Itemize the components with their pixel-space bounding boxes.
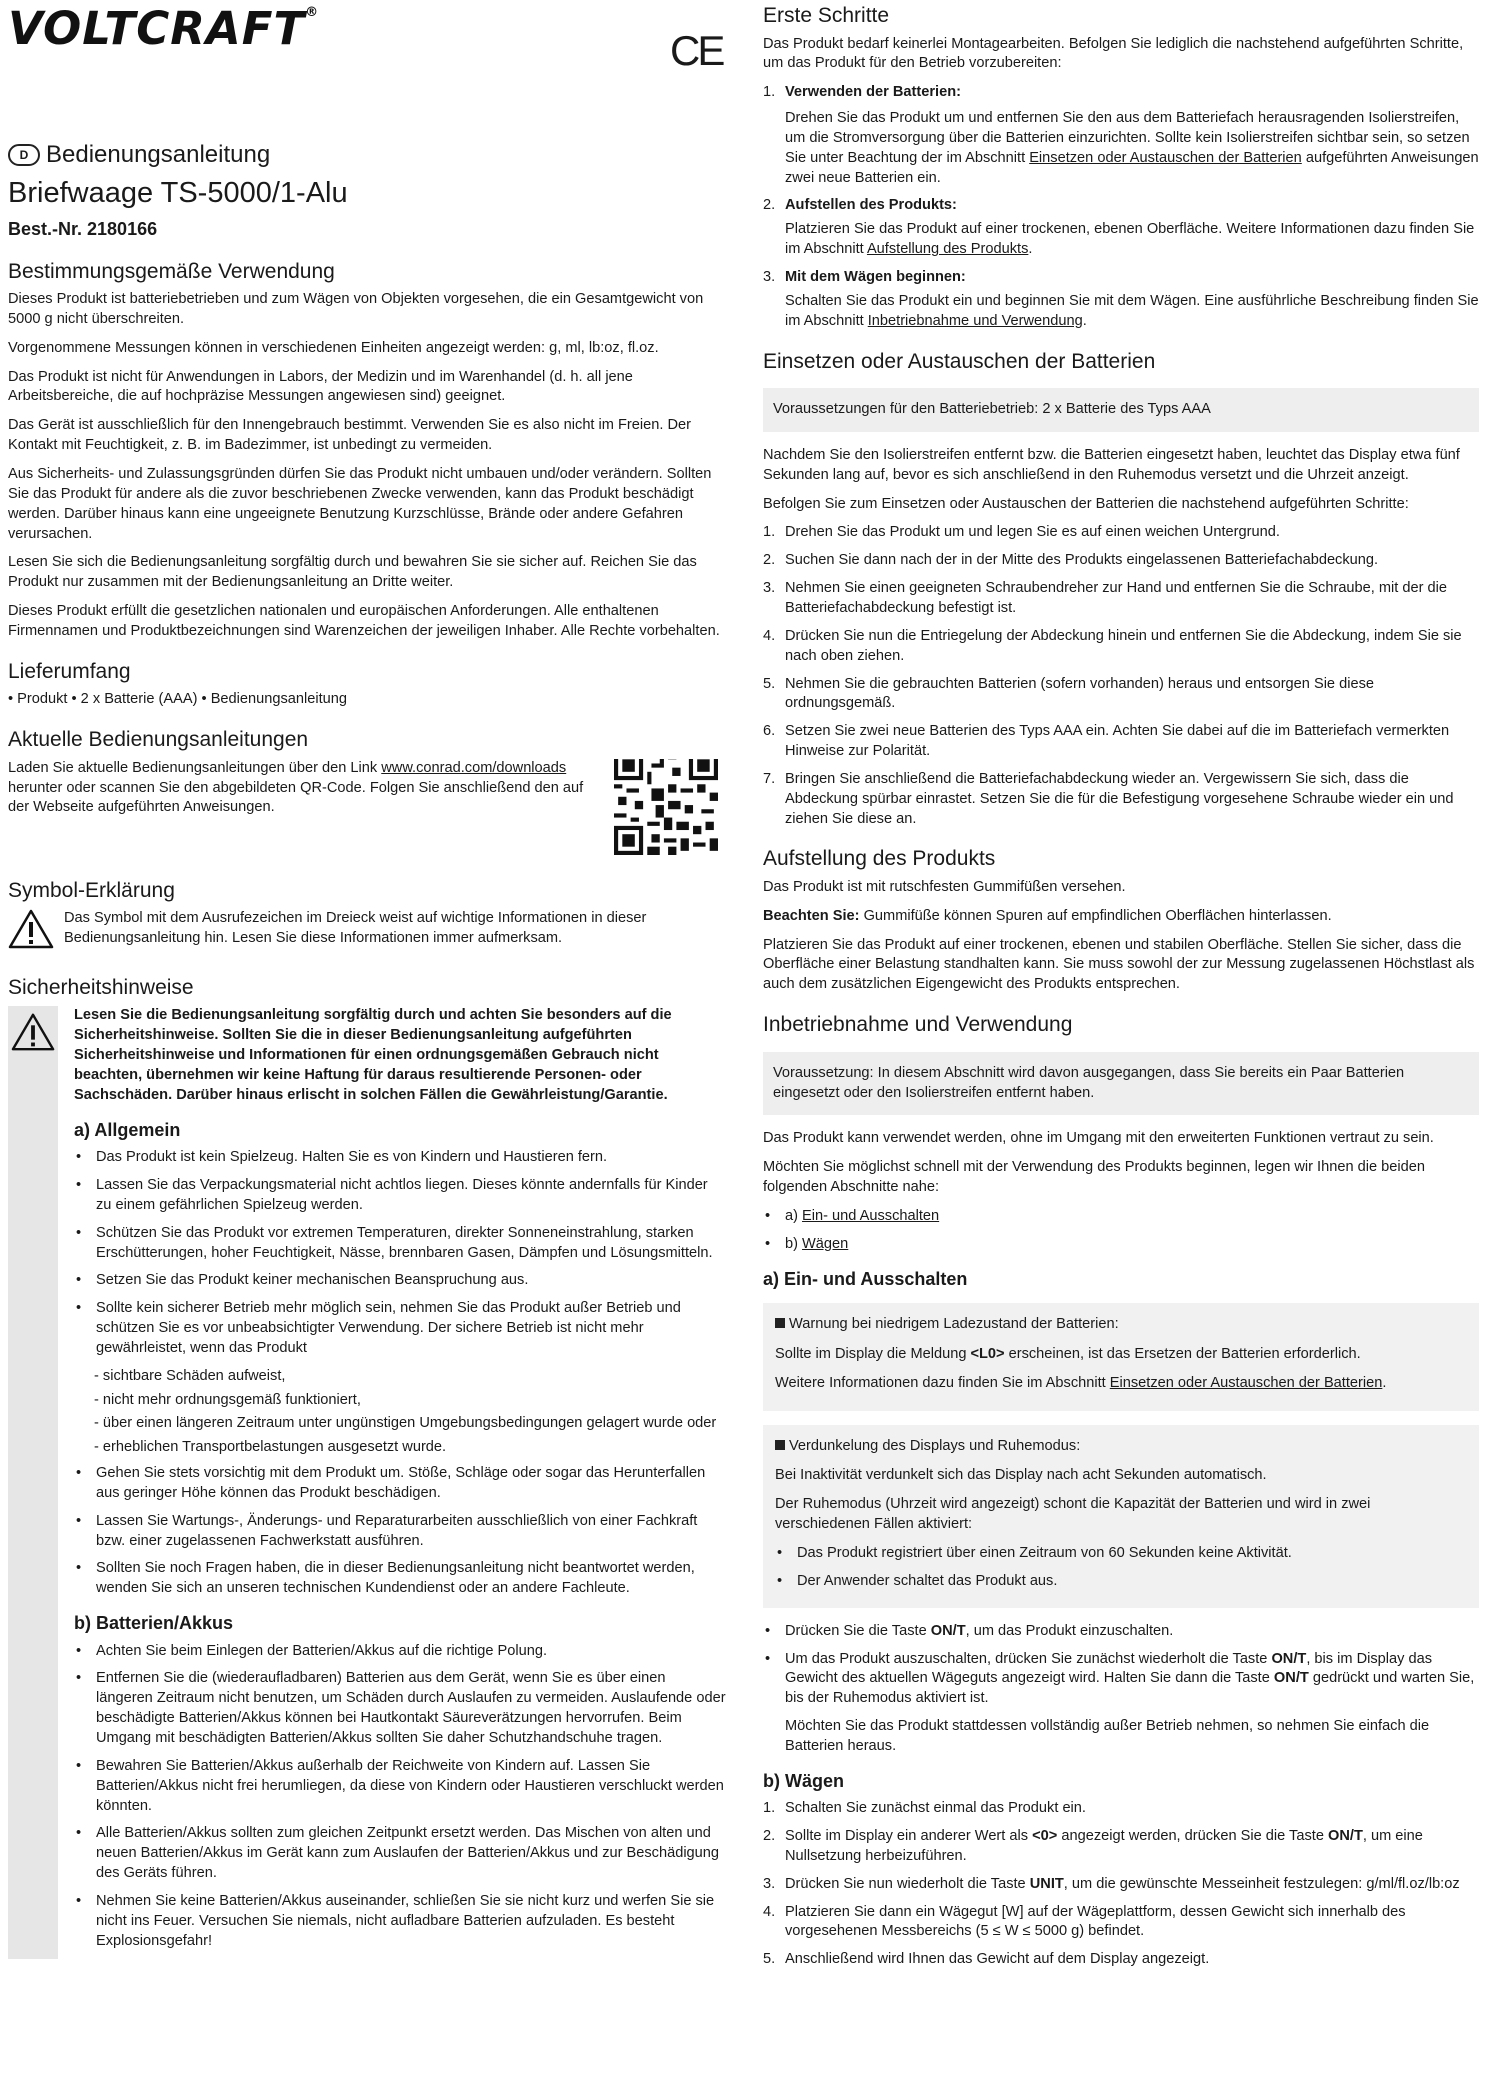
list-item: 7. Bringen Sie anschließend die Batteriefachabdeckung wieder an. Vergewissern Sie sich, dass die Abdeckung spürbar einrastet. Setzen Sie die für die Befestigung vorgesehene Schraube wieder ein und ziehen Sie diese an. — [763, 770, 1454, 827]
general-heading: a) Allgemein — [74, 1119, 181, 1140]
batteries-intro-2: Befolgen Sie zum Einsetzen oder Austauschen der Batterien die nachstehend aufgeführten Schritte: — [763, 495, 1409, 512]
batteries-heading: Einsetzen oder Austauschen der Batterien — [763, 349, 1156, 373]
list-item: • Gehen Sie stets vorsichtig mit dem Produkt um. Stöße, Schläge oder sogar das Herunterfallen aus geringer Höhe können das Produkt beschädigen. — [74, 1464, 726, 1504]
list-item: • Entfernen Sie die (wiederaufladbaren) Batterien aus dem Gerät, wenn Sie es über einen längeren Zeitraum nicht benutzen, um Schäden durch Auslaufen zu vermeiden. Auslaufende oder beschädigte Batterien/Akkus können bei Hautkontakt Säureverätzungen hervorrufen. Beim Umgang mit beschädigten Batterien/Akkus sollten Sie daher Schutzhandschuhe tragen. — [74, 1669, 726, 1748]
operation-heading: Inbetriebnahme und Verwendung — [763, 1013, 1073, 1037]
safety-section — [8, 1006, 726, 1959]
list-item: 1. Schalten Sie zunächst einmal das Produkt ein. — [763, 1800, 1086, 1817]
list-item: 2. Aufstellen des Produkts: Platzieren Sie das Produkt auf einer trockenen, ebenen Oberfläche. Weitere Informationen dazu finden Sie im Abschnitt Aufstellung des Produkts. — [763, 197, 1475, 258]
safety-lead: Lesen Sie die Bedienungsanleitung sorgfältig durch und achten Sie besonders auf die Sicherheitshinweise. Sollten Sie die in dieser Bedienungsanleitung aufgeführten Sicherheitshinweise und Informationen für einen ordnungsgemäßen Gebrauch nicht beachten, übernehmen wir keine Haftung für daraus resultierende Personen- oder Sachschäden. Darüber hinaus erlischt in solchen Fällen die Gewährleistung/Garantie. — [74, 1007, 672, 1103]
safety-gutter — [8, 1006, 58, 1959]
battery-heading: b) Batterien/Akkus — [74, 1613, 234, 1634]
left-column — [8, 0, 726, 1959]
safety-content — [58, 1006, 726, 1959]
list-item: • Nehmen Sie keine Batterien/Akkus auseinander, schließen Sie sie nicht kurz und werfen Sie sie nicht ins Feuer. Versuchen Sie niemals, nicht aufladbare Batterien aufzuladen. Es besteht Explosionsgefahr! — [74, 1892, 726, 1952]
list-item: • Lassen Sie das Verpackungsmaterial nicht achtlos liegen. Dieses könnte andernfalls für Kinder zu einem gefährlichen Spielzeug werden. — [74, 1176, 726, 1216]
sleep-mode-box: Verdunkelung des Displays und Ruhemodus: Bei Inaktivität verdunkelt sich das Display nach acht Sekunden automatisch. Der Ruhemodus (Uhrzeit wird angezeigt) schont die Kapazität der Batterien und wird in zwei verschiedenen Fällen aktiviert: • Das Produkt registriert über einen Zeitraum von 60 Sekunden keine Aktivität. • Der Anwender schaltet das Produkt aus. — [763, 1425, 1479, 1608]
current-manuals-heading: Aktuelle Bedienungsanleitungen — [8, 728, 309, 752]
first-steps-list — [763, 83, 1479, 331]
intended-use-heading: Bestimmungsgemäße Verwendung — [8, 259, 335, 283]
first-steps-intro: Das Produkt bedarf keinerlei Montagearbeiten. Befolgen Sie lediglich die nachstehend aufgeführten Schritte, um das Produkt für den Betrieb vorzubereiten: — [763, 35, 1464, 72]
paragraph: Dieses Produkt ist batteriebetrieben und zum Wägen von Objekten vorgesehen, die ein Gesamtgewicht von 5000 g nicht überschreiten. — [8, 291, 704, 327]
list-item: • Lassen Sie Wartungs-, Änderungs- und Reparaturarbeiten ausschließlich von einer Fachkraft bzw. einer zugelassenen Fachwerkstatt ausführen. — [74, 1512, 726, 1552]
square-bullet-icon — [775, 1440, 785, 1450]
symbol-heading: Symbol-Erklärung — [8, 878, 175, 902]
quick-links — [763, 1207, 1479, 1255]
safety-heading: Sicherheitshinweise — [8, 975, 194, 999]
list-item: • Drücken Sie die Taste ON/T, um das Produkt einzuschalten. — [763, 1622, 1479, 1642]
qr-code-icon[interactable] — [614, 759, 718, 855]
list-item: 5. Anschließend wird Ihnen das Gewicht auf dem Display angezeigt. — [763, 1951, 1210, 1968]
list-item: - sichtbare Schäden aufweist, — [94, 1367, 286, 1384]
general-list-2 — [74, 1464, 726, 1599]
symbol-text: Das Symbol mit dem Ausrufezeichen im Dreieck weist auf wichtige Informationen in dieser Bedienungsanleitung hin. Lesen Sie diese Informationen immer aufmerksam. — [64, 910, 647, 947]
delivery-items: • Produkt • 2 x Batterie (AAA) • Bedienungsanleitung — [8, 691, 348, 708]
onoff-link[interactable]: Ein- und Ausschalten — [802, 1207, 940, 1224]
paragraph: Vorgenommene Messungen können in verschiedenen Einheiten angezeigt werden: g, ml, lb:oz, fl.oz. — [8, 339, 659, 356]
list-item: • Sollten Sie noch Fragen haben, die in dieser Bedienungsanleitung nicht beantwortet werden, wenden Sie sich an unseren technischen Kundendienst oder an andere Fachleute. — [74, 1559, 726, 1599]
list-item: 3. Mit dem Wägen beginnen: Schalten Sie das Produkt ein und beginnen Sie mit dem Wägen. Eine ausführliche Beschreibung finden Sie im Abschnitt Inbetriebnahme und Verwendung. — [763, 268, 1479, 329]
list-item: 1. Drehen Sie das Produkt um und legen Sie es auf einen weichen Untergrund. — [763, 524, 1280, 541]
paragraph: Das Gerät ist ausschließlich für den Innengebrauch bestimmt. Verwenden Sie es also nicht im Freien. Der Kontakt mit Feuchtigkeit, z. B. im Badezimmer, ist unbedingt zu vermeiden. — [8, 417, 691, 454]
list-item: • Bewahren Sie Batterien/Akkus außerhalb der Reichweite von Kindern auf. Lassen Sie Batterien/Akkus nicht frei herumliegen, da diese von Kindern oder Haustieren verschluckt werden könnten. — [74, 1757, 726, 1817]
general-list — [74, 1148, 726, 1359]
paragraph: Lesen Sie sich die Bedienungsanleitung sorgfältig durch und bewahren Sie sie sicher auf. Reichen Sie das Produkt nur zusammen mit der Bedienungsanleitung an Dritte weiter. — [8, 554, 697, 591]
list-item: 2. Sollte im Display ein anderer Wert als <0> angezeigt werden, drücken Sie die Taste ON/T, um eine Nullsetzung herbeizuführen. — [763, 1828, 1423, 1864]
onoff-list — [763, 1622, 1479, 1757]
operation-p2: Möchten Sie möglichst schnell mit der Verwendung des Produkts beginnen, legen wir Ihnen die beiden folgenden Abschnitte nahe: — [763, 1159, 1425, 1196]
order-number: Best.-Nr. 2180166 — [8, 219, 158, 240]
brand-logo: VOLTCRAFT® — [8, 2, 320, 55]
low-battery-box: Warnung bei niedrigem Ladezustand der Batterien: Sollte im Display die Meldung <L0> erscheinen, ist das Ersetzen der Batterien erforderlich. Weitere Informationen dazu finden Sie im Abschnitt Einsetzen oder Austauschen der Batterien. — [763, 1303, 1479, 1411]
symbol-explanation — [8, 909, 726, 958]
list-item: • Das Produkt registriert über einen Zeitraum von 60 Sekunden keine Aktivität. — [775, 1544, 1467, 1564]
delivery-heading: Lieferumfang — [8, 659, 131, 683]
warning-triangle-icon — [8, 909, 54, 949]
list-item: 4. Platzieren Sie dann ein Wägegut [W] auf der Wägeplattform, dessen Gewicht sich innerhalb des vorgesehenen Messbereichs (5 ≤ W ≤ 5000 g) befindet. — [763, 1903, 1406, 1940]
battery-section-link[interactable]: Einsetzen oder Austauschen der Batterien — [1109, 1374, 1383, 1391]
product-title: Briefwaage TS-5000/1-Alu — [8, 176, 348, 209]
battery-section-link[interactable]: Einsetzen oder Austauschen der Batterien — [1029, 149, 1302, 166]
setup-p1: Das Produkt ist mit rutschfesten Gummifüßen versehen. — [763, 878, 1126, 895]
list-item: - nicht mehr ordnungsgemäß funktioniert, — [94, 1391, 361, 1408]
setup-p2: Platzieren Sie das Produkt auf einer trockenen, ebenen und stabilen Oberfläche. Stellen Sie sicher, dass die Oberfläche einer Belastung standhalten kann. Sie muss sowohl der zur Messung zugelassenen Höchstlast als auch dem zusätzlichen Eigengewicht des Produkts entsprechen. — [763, 936, 1475, 993]
list-item: • Schützen Sie das Produkt vor extremen Temperaturen, direkter Sonneneinstrahlung, starken Erschütterungen, hoher Feuchtigkeit, Nässe, brennbaren Gasen, Dämpfen und Lösungsmitteln. — [74, 1224, 726, 1264]
list-item: 4. Drücken Sie nun die Entriegelung der Abdeckung hinein und entfernen Sie die Abdeckung, indem Sie sie nach oben ziehen. — [763, 627, 1462, 664]
operation-p1: Das Produkt kann verwendet werden, ohne im Umgang mit den erweiterten Funktionen vertraut zu sein. — [763, 1130, 1434, 1147]
first-steps-heading: Erste Schritte — [763, 4, 890, 27]
battery-list — [74, 1642, 726, 1952]
weigh-steps — [763, 1799, 1479, 1970]
battery-prerequisite-box: Voraussetzungen für den Batteriebetrieb: 2 x Batterie des Typs AAA — [763, 388, 1479, 432]
language-de-icon: D — [8, 144, 40, 166]
downloads-link[interactable]: www.conrad.com/downloads — [381, 759, 567, 776]
right-column — [763, 0, 1479, 1978]
list-item: • Setzen Sie das Produkt keiner mechanischen Beanspruchung aus. — [74, 1271, 726, 1291]
ce-mark: CE — [670, 27, 723, 74]
list-item: 1. Verwenden der Batterien: Drehen Sie das Produkt um und entfernen Sie den aus dem Batteriefach herausragenden Isolierstreifen, um die Stromversorgung über die Batterien einzurichten. Sollte kein Isolierstreifen sichtbar sein, so setzen Sie unter Beachtung der im Abschnitt Einsetzen oder Austauschen der Batterien aufgeführten Anweisungen zwei neue Batterien ein. — [763, 84, 1479, 186]
list-item: 2. Suchen Sie dann nach der in der Mitte des Produkts eingelassenen Batteriefachabdeckung. — [763, 552, 1379, 569]
list-item: 6. Setzen Sie zwei neue Batterien des Typs AAA ein. Achten Sie dabei auf die im Batteriefach vermerkten Hinweise zur Polarität. — [763, 723, 1450, 760]
list-item: • Alle Batterien/Akkus sollten zum gleichen Zeitpunkt ersetzt werden. Das Mischen von alten und neuen Batterien/Akkus im Gerät kann zum Auslaufen der Batterien/Akkus und zur Beschädigung des Geräts führen. — [74, 1824, 726, 1884]
list-item: 3. Drücken Sie nun wiederholt die Taste UNIT, um die gewünschte Messeinheit festzulegen: g/ml/fl.oz/lb:oz — [763, 1875, 1460, 1892]
paragraph: Das Produkt ist nicht für Anwendungen in Labors, der Medizin und im Warenhandel (d. h. all jene Arbeitsbereiche, die auf hochpräzise Messungen angewiesen sind) geeignet. — [8, 368, 633, 405]
paragraph: Dieses Produkt erfüllt die gesetzlichen nationalen und europäischen Anforderungen. Alle enthaltenen Firmennamen und Produktbezeichnungen sind Warenzeichen der jeweiligen Inhaber. Alle Rechte vorbehalten. — [8, 603, 720, 639]
weigh-link[interactable]: Wägen — [802, 1235, 849, 1252]
square-bullet-icon — [775, 1318, 785, 1328]
batteries-intro: Nachdem Sie den Isolierstreifen entfernt bzw. die Batterien eingesetzt haben, leuchtet das Display etwa fünf Sekunden lang auf, bevor es sich anschließend in den Ruhemodus versetzt und die Uhrzeit anzeigt. — [763, 446, 1460, 483]
manual-label: D Bedienungsanleitung — [8, 139, 726, 172]
setup-section-link[interactable]: Aufstellung des Produkts — [866, 241, 1029, 258]
list-item: • Sollte kein sicherer Betrieb mehr möglich sein, nehmen Sie das Produkt außer Betrieb und schützen Sie es vor unbeabsichtigter Verwendung. Der sichere Betrieb ist nicht mehr gewährleistet, wenn das Produkt — [74, 1299, 726, 1359]
intended-use-body — [8, 290, 726, 642]
list-item: - erheblichen Transportbelastungen ausgesetzt wurde. — [94, 1439, 447, 1456]
list-item: 5. Nehmen Sie die gebrauchten Batterien (sofern vorhanden) heraus und entsorgen Sie diese ordnungsgemäß. — [763, 675, 1374, 712]
paragraph: Aus Sicherheits- und Zulassungsgründen dürfen Sie das Produkt nicht umbauen und/oder verändern. Sollten Sie das Produkt für andere als die zuvor beschriebenen Zwecke verwenden, kann das Produkt beschädigt werden. Darüber hinaus kann eine ungeeignete Benutzung Kurzschlüsse, Brände oder andere Gefahren verursachen. — [8, 465, 712, 542]
warning-triangle-icon — [11, 1012, 55, 1052]
list-item: • a) Ein- und Ausschalten — [763, 1207, 1479, 1227]
list-item: 3. Nehmen Sie einen geeigneten Schraubendreher zur Hand und entfernen Sie die Schraube, mit der die Batteriefachabdeckung befestigt ist. — [763, 580, 1448, 616]
operation-section-link[interactable]: Inbetriebnahme und Verwendung — [867, 312, 1083, 329]
onoff-heading: a) Ein- und Ausschalten — [763, 1268, 968, 1289]
condition-list — [0, 1367, 726, 1458]
list-item: • b) Wägen — [763, 1235, 1479, 1255]
weigh-heading: b) Wägen — [763, 1770, 844, 1791]
setup-heading: Aufstellung des Produkts — [763, 847, 996, 871]
list-item: • Um das Produkt auszuschalten, drücken Sie zunächst wiederholt die Taste ON/T, bis im Display das Gewicht des aktuellen Wägeguts angezeigt wird. Halten Sie dann die Taste ON/T gedrückt und warten Sie, bis der Ruhemodus aktiviert ist. Möchten Sie das Produkt stattdessen vollständig außer Betrieb nehmen, so nehmen Sie einfach die Batterien heraus. — [763, 1650, 1479, 1757]
current-manuals-text: Laden Sie aktuelle Bedienungsanleitungen über den Link www.conrad.com/downloads herunter oder scannen Sie den abgebildeten QR-Code. Folgen Sie anschließend den auf der Webseite aufgeführten Anweisungen. — [8, 759, 584, 816]
battery-steps — [763, 523, 1479, 829]
list-item: - über einen längeren Zeitraum unter ungünstigen Umgebungsbedingungen gelagert wurde oder — [94, 1415, 717, 1432]
setup-note: Beachten Sie: Gummifüße können Spuren auf empfindlichen Oberflächen hinterlassen. — [763, 907, 1332, 924]
list-item: • Der Anwender schaltet das Produkt aus. — [775, 1572, 1467, 1592]
list-item: • Achten Sie beim Einlegen der Batterien/Akkus auf die richtige Polung. — [74, 1642, 726, 1662]
list-item: • Das Produkt ist kein Spielzeug. Halten Sie es von Kindern und Haustieren fern. — [74, 1148, 726, 1168]
current-manuals-body — [8, 759, 726, 861]
operation-prerequisite-box: Voraussetzung: In diesem Abschnitt wird davon ausgegangen, dass Sie bereits ein Paar Batterien eingesetzt oder den Isolierstreifen entfernt haben. — [763, 1052, 1479, 1116]
